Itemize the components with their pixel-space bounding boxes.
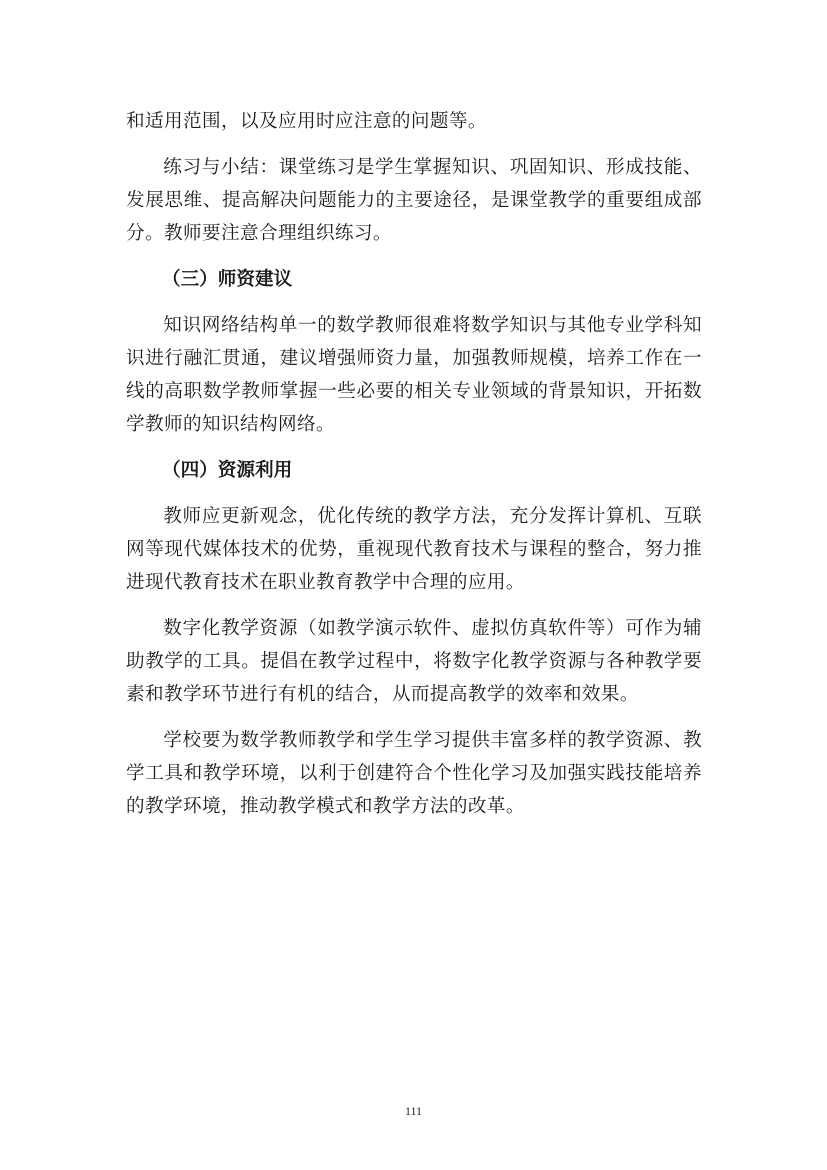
paragraph-resources-3: 学校要为数学教师教学和学生学习提供丰富多样的教学资源、教学工具和教学环境，以利于创建符合个性化学习及加强实践技能培养的教学环境，推动教学模式和教学方法的改革。: [126, 730, 702, 817]
section-heading-teachers: （三）师资建议: [162, 269, 293, 290]
paragraph-teachers: 知识网络结构单一的数学教师很难将数学知识与其他专业学科知识进行融汇贯通，建议增强师资力量，加强教师规模，培养工作在一线的高职数学教师掌握一些必要的相关专业领域的背景知识，开拓数学教师的知识结构网络。: [126, 315, 702, 435]
paragraph-resources-1: 教师应更新观念，优化传统的教学方法，充分发挥计算机、互联网等现代媒体技术的优势，重视现代教育技术与课程的整合，努力推进现代教育技术在职业教育教学中合理的应用。: [126, 506, 702, 593]
paragraph-resources-2: 数字化教学资源（如教学演示软件、虚拟仿真软件等）可作为辅助教学的工具。提倡在教学过程中，将数字化教学资源与各种教学要素和教学环节进行有机的结合，从而提高教学的效率和效果。: [126, 618, 702, 705]
paragraph-practice-summary: 练习与小结：课堂练习是学生掌握知识、巩固知识、形成技能、发展思维、提高解决问题能力的主要途径，是课堂教学的重要组成部分。教师要注意合理组织练习。: [126, 157, 702, 244]
page-body: [126, 105, 702, 836]
section-heading-resources: （四）资源利用: [162, 460, 293, 481]
paragraph-continuation: 和适用范围，以及应用时应注意的问题等。: [126, 111, 487, 132]
page-number: 111: [404, 1104, 423, 1118]
